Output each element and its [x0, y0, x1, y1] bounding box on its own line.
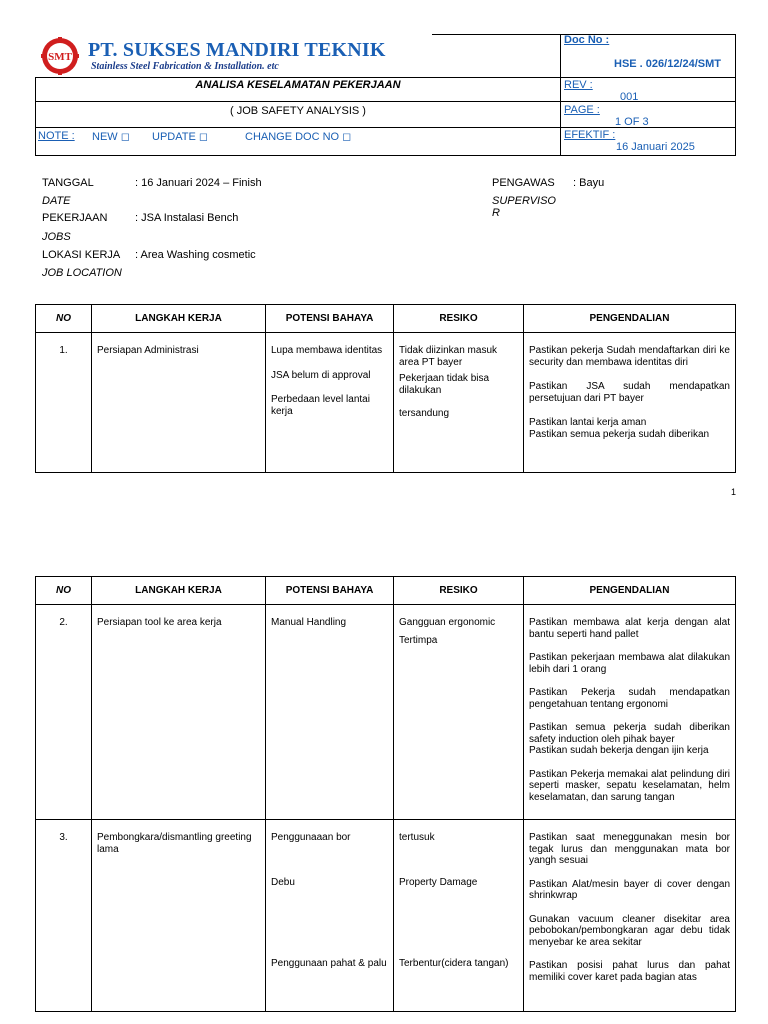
- header-resiko: RESIKO: [394, 577, 524, 605]
- pengendalian-item: Pastikan pekerja Sudah mendaftarkan diri ke security dan membawa identitas diri: [529, 345, 730, 368]
- pengendalian-item: Gunakan vacuum cleaner disekitar area pebobokan/pembongkaran agar debu tidak menyebar ke area sekitar: [529, 913, 730, 948]
- svg-text:SMT: SMT: [48, 51, 72, 63]
- pengendalian-item: Pastikan saat meneggunakan mesin bor tegak lurus dan menggunakan mata bor yangh sesuai: [529, 832, 730, 866]
- row-potensi: [266, 333, 394, 473]
- pengendalian-item: Pastikan lantai kerja aman: [529, 417, 647, 428]
- resiko-item: Property Damage: [399, 876, 478, 888]
- row-langkah: Pembongkara/dismantling greeting lama: [92, 820, 266, 1012]
- pekerjaan-label: PEKERJAAN: [42, 212, 108, 224]
- table-row: [36, 605, 736, 820]
- resiko-item: tersandung: [399, 408, 450, 419]
- supervisor-label-line-2: R: [492, 207, 500, 219]
- potensi-item: Penggunaan pahat & palu: [271, 958, 387, 969]
- header-resiko: RESIKO: [394, 305, 524, 333]
- row-pengendalian: [524, 820, 736, 1012]
- row-no: 2.: [36, 605, 92, 820]
- header-langkah: LANGKAH KERJA: [92, 305, 266, 333]
- table-header-row: [36, 577, 736, 605]
- doc-no-value: HSE . 026/12/24/SMT: [614, 58, 721, 70]
- header-potensi: POTENSI BAHAYA: [266, 305, 394, 333]
- jsa-table-1: [35, 304, 736, 473]
- pengendalian-item: Pastikan Pekerja memakai alat pelindung diri seperti masker, sepatu keselamatan, helm keselamatan, dan sarung tangan: [529, 768, 730, 803]
- resiko-item: Tertimpa: [399, 634, 438, 646]
- doc-no-label: Doc No :: [564, 34, 610, 46]
- page-value: 1 OF 3: [615, 116, 649, 128]
- note-label: NOTE :: [38, 130, 75, 142]
- job-location-label: JOB LOCATION: [42, 267, 122, 279]
- pengendalian-item: Pastikan membawa alat kerja dengan alat bantu seperti hand pallet: [529, 617, 730, 640]
- pengendalian-item: Pastikan semua pekerja sudah diberikan: [529, 428, 710, 440]
- row-langkah: Persiapan tool ke area kerja: [92, 605, 266, 820]
- potensi-item: Perbedaan level lantai kerja: [271, 394, 370, 417]
- pengendalian-item: Pastikan posisi pahat lurus dan pahat memiliki cover karet pada bagian atas: [529, 960, 730, 983]
- row-langkah: Persiapan Administrasi: [92, 333, 266, 473]
- company-tagline: Stainless Steel Fabrication & Installation. etc: [91, 61, 279, 72]
- date-label: DATE: [42, 195, 71, 207]
- note-change-doc-checkbox[interactable]: CHANGE DOC NO ◻: [245, 131, 352, 143]
- table-row: [36, 333, 736, 473]
- jobs-label: JOBS: [42, 231, 71, 243]
- header-potensi: POTENSI BAHAYA: [266, 577, 394, 605]
- supervisor-label: [492, 195, 556, 219]
- pengendalian-item: Pastikan JSA sudah mendapatkan persetujuan dari PT bayer: [529, 381, 730, 404]
- row-resiko: [394, 820, 524, 1012]
- page-number: 1: [731, 487, 737, 497]
- pengendalian-item: Pastikan semua pekerja sudah diberikan safety induction oleh pihak bayer: [529, 722, 730, 745]
- table-row: [36, 820, 736, 1012]
- jsa-table-2: [35, 576, 736, 1012]
- row-resiko: [394, 605, 524, 820]
- pekerjaan-value: : JSA Instalasi Bench: [135, 212, 239, 224]
- header-pengendalian: PENGENDALIAN: [524, 577, 736, 605]
- note-new-checkbox[interactable]: NEW ◻: [92, 131, 130, 143]
- tanggal-value: : 16 Januari 2024 – Finish: [135, 177, 262, 189]
- table-header-row: [36, 305, 736, 333]
- efektif-value: 16 Januari 2025: [616, 141, 695, 153]
- pengendalian-item: Pastikan sudah bekerja dengan ijin kerja: [529, 745, 709, 756]
- row-potensi: [266, 605, 394, 820]
- header-no: NO: [36, 577, 92, 605]
- pengendalian-item: Pastikan Alat/mesin bayer di cover dengan shrinkwrap: [529, 878, 730, 901]
- potensi-item: Lupa membawa identitas: [271, 345, 383, 356]
- lokasi-label: LOKASI KERJA: [42, 249, 121, 261]
- tanggal-label: TANGGAL: [42, 177, 94, 189]
- row-no: 3.: [36, 820, 92, 1012]
- document-title: ANALISA KESELAMATAN PEKERJAAN: [195, 79, 401, 91]
- potensi-item: Debu: [271, 876, 295, 888]
- row-pengendalian: [524, 333, 736, 473]
- rev-value: 001: [620, 91, 639, 103]
- header-pengendalian: PENGENDALIAN: [524, 305, 736, 333]
- company-logo: [36, 37, 84, 75]
- pengawas-label: PENGAWAS: [492, 177, 555, 189]
- row-resiko: [394, 333, 524, 473]
- pengendalian-item: Pastikan pekerjaan membawa alat dilakukan lebih dari 1 orang: [529, 652, 730, 675]
- row-pengendalian: [524, 605, 736, 820]
- resiko-item: Pekerjaan tidak bisa dilakukan: [399, 373, 490, 396]
- lokasi-value: : Area Washing cosmetic: [135, 249, 256, 261]
- potensi-item: JSA belum di approval: [271, 369, 371, 381]
- potensi-item: Manual Handling: [271, 617, 347, 628]
- resiko-item: Terbentur(cidera tangan): [399, 958, 509, 969]
- note-update-checkbox[interactable]: UPDATE ◻: [152, 131, 208, 143]
- resiko-item: Tidak diizinkan masuk area PT bayer: [399, 345, 498, 368]
- pengawas-value: : Bayu: [573, 177, 605, 189]
- potensi-item: Penggunaaan bor: [271, 832, 351, 843]
- header-langkah: LANGKAH KERJA: [92, 577, 266, 605]
- company-name: PT. SUKSES MANDIRI TEKNIK: [88, 39, 386, 61]
- row-potensi: [266, 820, 394, 1012]
- resiko-item: Gangguan ergonomic: [399, 617, 496, 628]
- row-no: 1.: [36, 333, 92, 473]
- document-subtitle: ( JOB SAFETY ANALYSIS ): [230, 105, 366, 117]
- page-label: PAGE :: [564, 104, 600, 116]
- rev-label: REV :: [564, 79, 593, 91]
- supervisor-label-line-1: SUPERVISO: [492, 195, 556, 207]
- header-no: NO: [36, 305, 92, 333]
- resiko-item: tertusuk: [399, 832, 435, 843]
- pengendalian-item: Pastikan Pekerja sudah mendapatkan pengetahuan tentang ergonomi: [529, 687, 730, 710]
- efektif-label: EFEKTIF :: [564, 129, 616, 141]
